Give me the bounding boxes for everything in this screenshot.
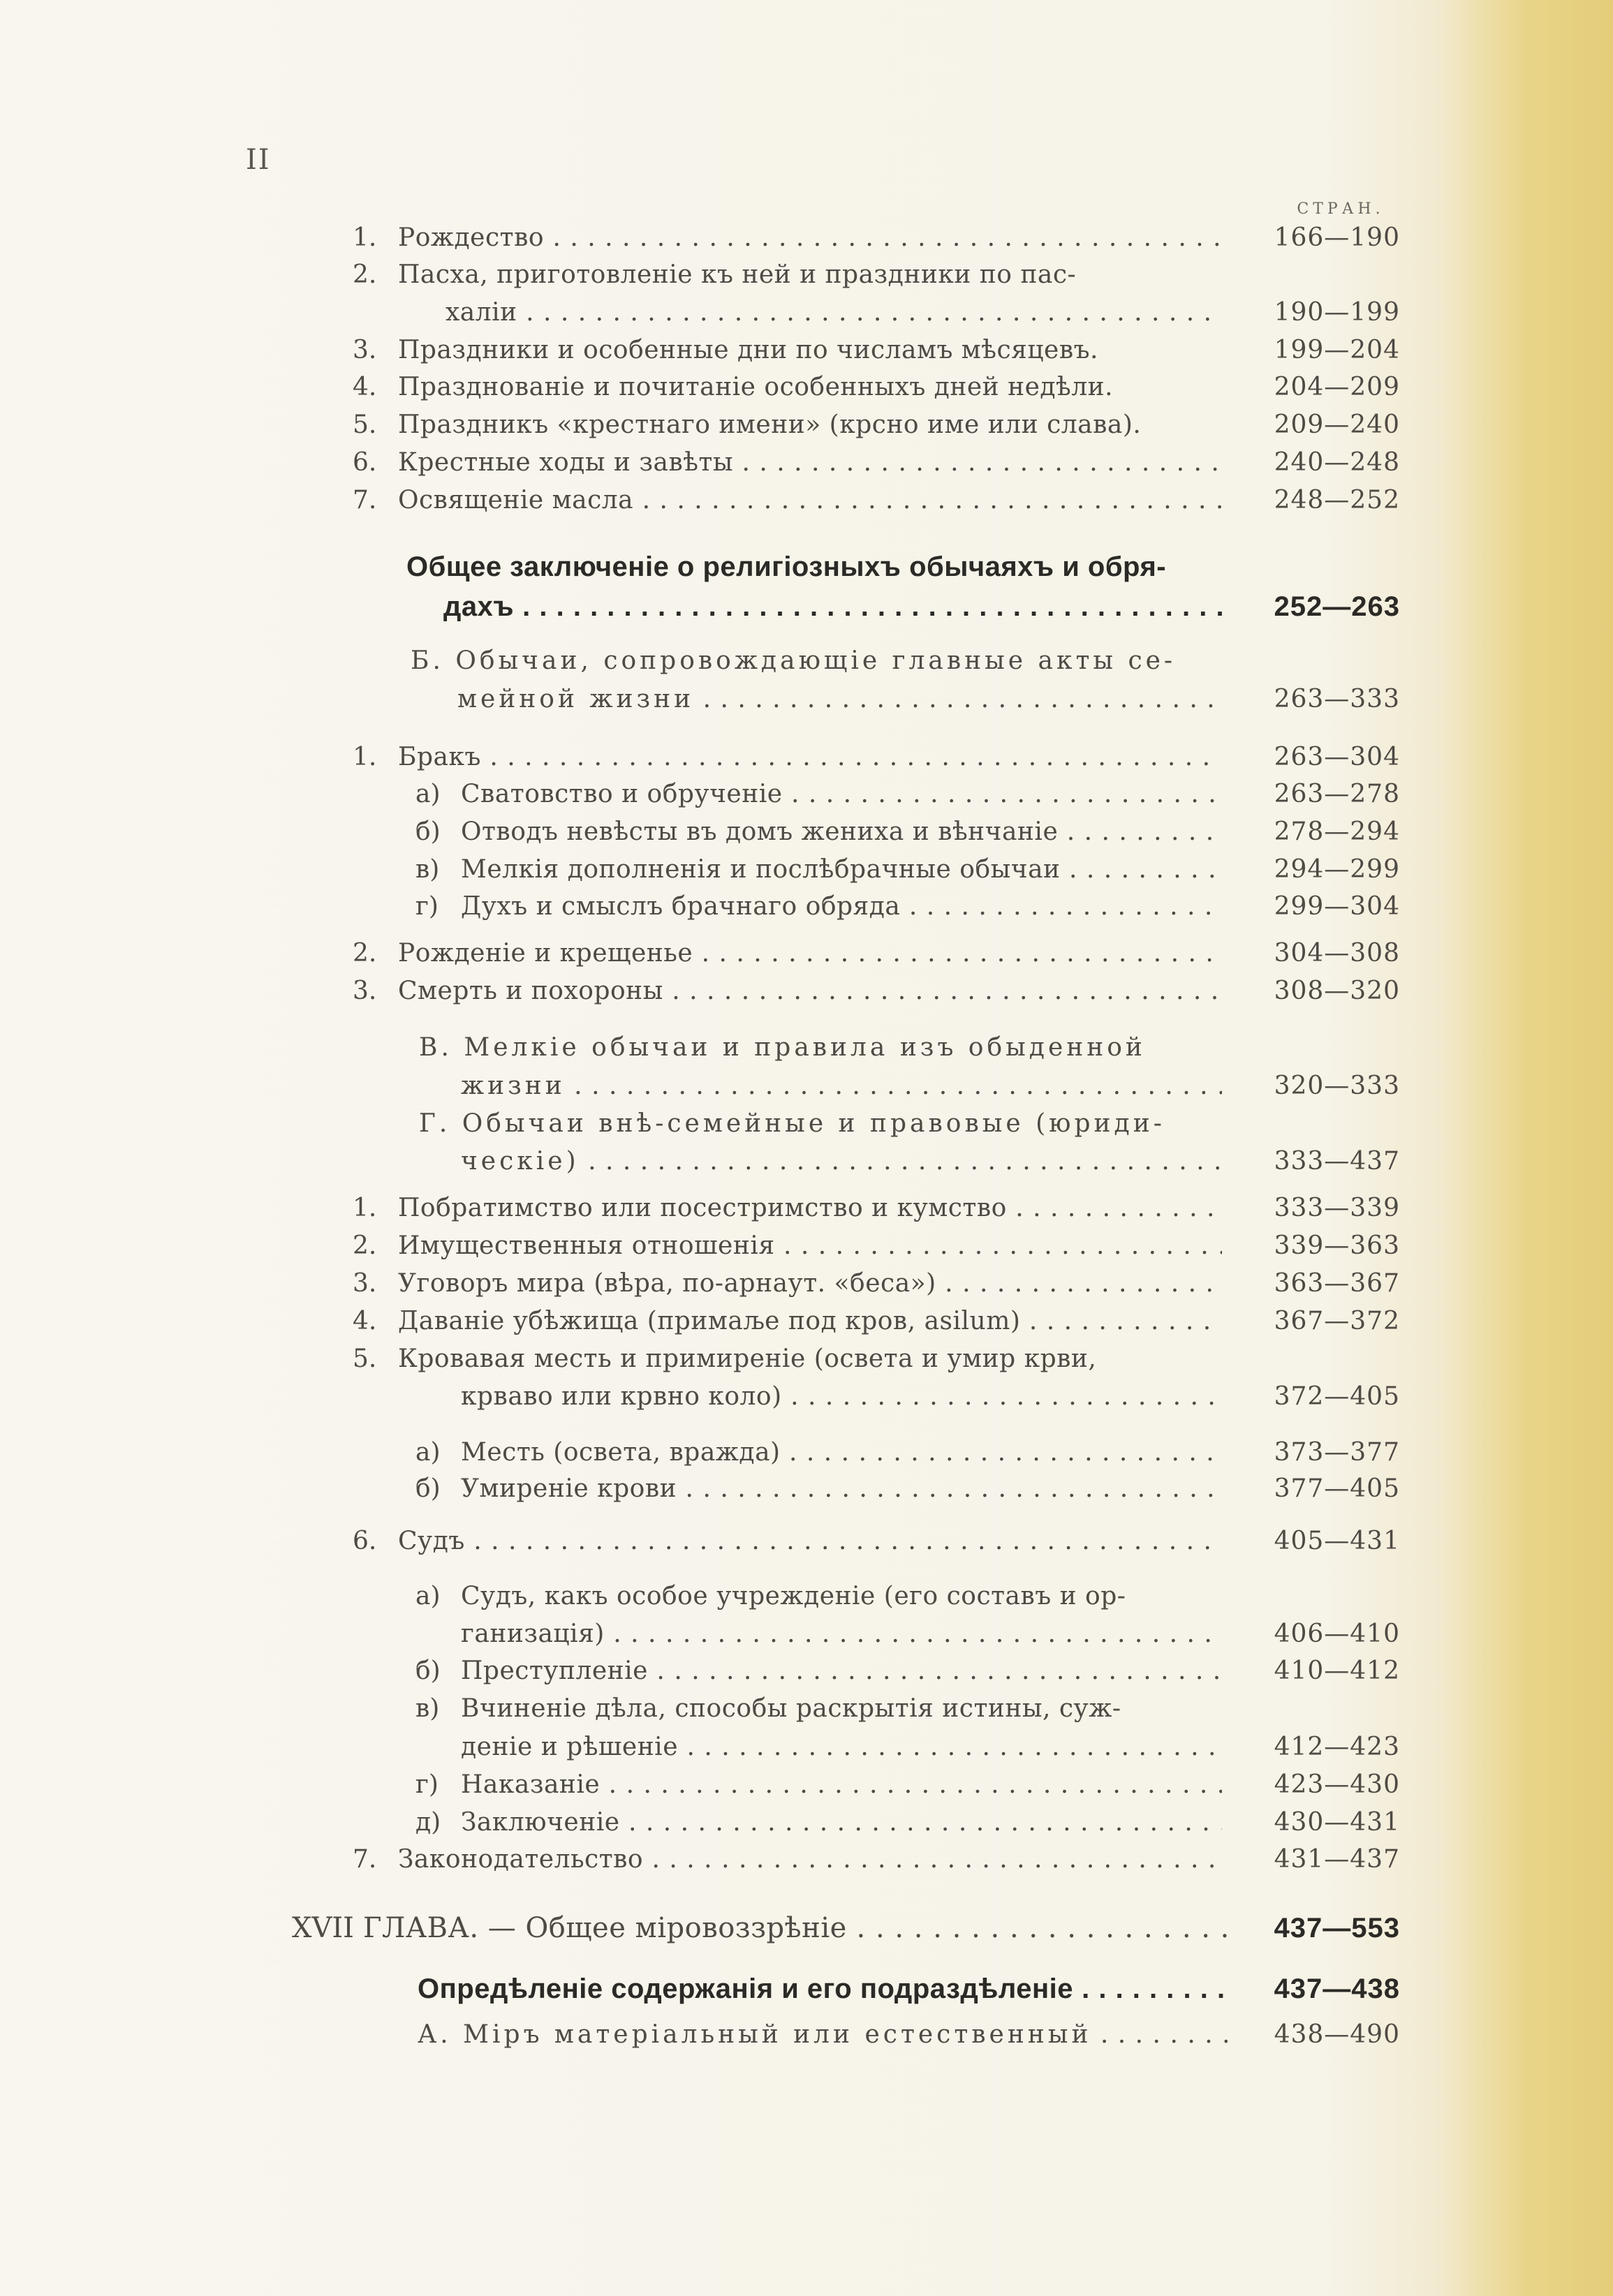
page-number: II [246,144,271,176]
table-of-contents: 1. Рождество . . . 166—190 2. Пасха, приготовленіе къ ней и праздники по пас- халіи . . . 190—199 3. Праздники и особенные дни по числамъ мѣсяцевъ. 199—204 4. Празднованіе и почитаніе особенныхъ дней недѣли. 204—209 5. Праздникъ «крестнаго имени» (крсно име или слава). 209—240 6. Крестные ходы и завѣты . . . 240—248 7. Освященіе масла . . . 248—252 Общее заключеніе о религіозныхъ обычаяхъ и обря- дахъ . . . 252—263 Б. Обычаи, сопровождающіе главные акты се- мейной жизни . . . 263—333 1. Бракъ . . . 263—304 а) Сватовство и обрученіе . . . 263—278 б) Отводъ невѣсты въ домъ жениха и вѣнчаніе . . . 278—294 в) Мелкія дополненія и послѣбрачные обычаи . . . 294—299 г) Духъ и смыслъ брачнаго обряда . . . 299—304 2. Рожденіе и крещенье . . . 304—308 3. Смерть и похороны . . . 308—320 В. Мелкіе обычаи и правила изъ обыденной жизни . . . 320—333 Г. Обычаи внѣ-семейные и правовые (юриди- ческіе) . . . 333—437 1. Побратимство или посестримство и кумство . . . 333—339 2. Имущественныя отношенія . . . 339—363 3. Уговоръ мира (вѣра, по-арнаут. «беса») . . . 363—367 4. Даваніе убѣжища (примаље под кров, asilum) . . . 367—372 5. Кровавая месть и примиреніе (освета и умир крви, крваво или крвно коло) . . . 372—405 а) Месть (освета, вражда) . . . 373—377 б) Умиреніе крови . . . 377—405 6. Судъ . . . 405—431 а) Судъ, какъ особое учрежденіе (его составъ и ор- ганизація) . . . 406—410 б) Преступленіе . . . 410—412 в) Вчиненіе дѣла, способы раскрытія истины, суж- деніе и рѣшеніе . . . 412—423 г) Наказаніе . . . 423—430 д) Заключеніе . . . 430—431 7. Законодательство . . . 431—437 XVII ГЛАВА. — Общее міровоззрѣніе . . . 437—553 Опредѣленіе содержанія и его подраздѣленіе . . . 437—438 А. Міръ матеріальный или естественный . . . 438—490 [0,0,1613,2296]
column-header-pages: СТРАН. [1297,200,1385,218]
